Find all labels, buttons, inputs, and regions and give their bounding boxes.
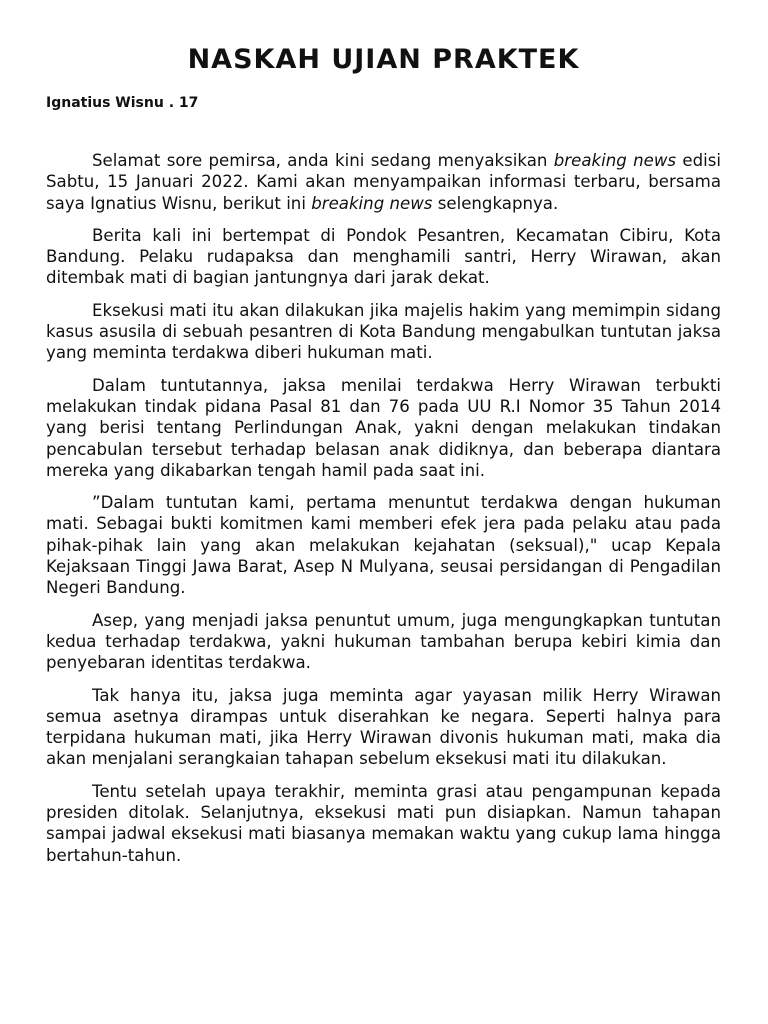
paragraph-7: Tak hanya itu, jaksa juga meminta agar yayasan milik Herry Wirawan semua asetnya dirampas untuk diserahkan ke negara. Seperti halnya para terpidana hukuman mati, jika Herry Wirawan divonis hukuman mati, maka dia akan menjalani serangkaian tahapan sebelum eksekusi mati itu dilakukan. [46, 685, 721, 769]
paragraph-1-text-a: Selamat sore pemirsa, anda kini sedang menyaksikan [92, 151, 554, 170]
paragraph-6: Asep, yang menjadi jaksa penuntut umum, juga mengungkapkan tuntutan kedua terhadap terdakwa, yakni hukuman tambahan berupa kebiri kimia dan penyebaran identitas terdakwa. [46, 610, 721, 673]
paragraph-1-italic-b: breaking news [311, 193, 433, 213]
document-page [46, 40, 721, 877]
paragraph-1-text-c: selengkapnya. [432, 193, 559, 213]
document-title: NASKAH UJIAN PRAKTEK [187, 44, 580, 75]
paragraph-4: Dalam tuntutannya, jaksa menilai terdakwa Herry Wirawan terbukti melakukan tindak pidana Pasal 81 dan 76 pada UU R.I Nomor 35 Tahun 2014 yang berisi tentang Perlindungan Anak, yakni dengan melakukan tindakan pencabulan tersebut terhadap belasan anak didiknya, dan beberapa diantara mereka yang dikabarkan tengah hamil pada saat ini. [46, 375, 721, 480]
author-line: Ignatius Wisnu . 17 [46, 95, 199, 111]
paragraph-1-text-b: edisi Sabtu, 15 Januari 2022. Kami akan menyampaikan informasi terbaru, bersama saya Ignatius Wisnu, berikut ini [46, 151, 721, 213]
paragraph-5: ”Dalam tuntutan kami, pertama menuntut terdakwa dengan hukuman mati. Sebagai bukti komitmen kami memberi efek jera pada pelaku atau pada pihak-pihak lain yang akan melakukan kejahatan (seksual)," ucap Kepala Kejaksaan Tinggi Jawa Barat, Asep N Mulyana, seusai persidangan di Pengadilan Negeri Bandung. [46, 493, 721, 598]
paragraph-3: Eksekusi mati itu akan dilakukan jika majelis hakim yang memimpin sidang kasus asusila di sebuah pesantren di Kota Bandung mengabulkan tuntutan jaksa yang meminta terdakwa diberi hukuman mati. [46, 300, 721, 363]
paragraph-1 [46, 150, 721, 214]
paragraph-8: Tentu setelah upaya terakhir, meminta grasi atau pengampunan kepada presiden ditolak. Selanjutnya, eksekusi mati pun disiapkan. Namun tahapan sampai jadwal eksekusi mati biasanya memakan waktu yang cukup lama hingga bertahun-tahun. [46, 781, 721, 865]
paragraph-1-italic-a: breaking news [553, 151, 677, 170]
paragraph-2: Berita kali ini bertempat di Pondok Pesantren, Kecamatan Cibiru, Kota Bandung. Pelaku rudapaksa dan menghamili santri, Herry Wirawan, akan ditembak mati di bagian jantungnya dari jarak dekat. [46, 225, 721, 288]
